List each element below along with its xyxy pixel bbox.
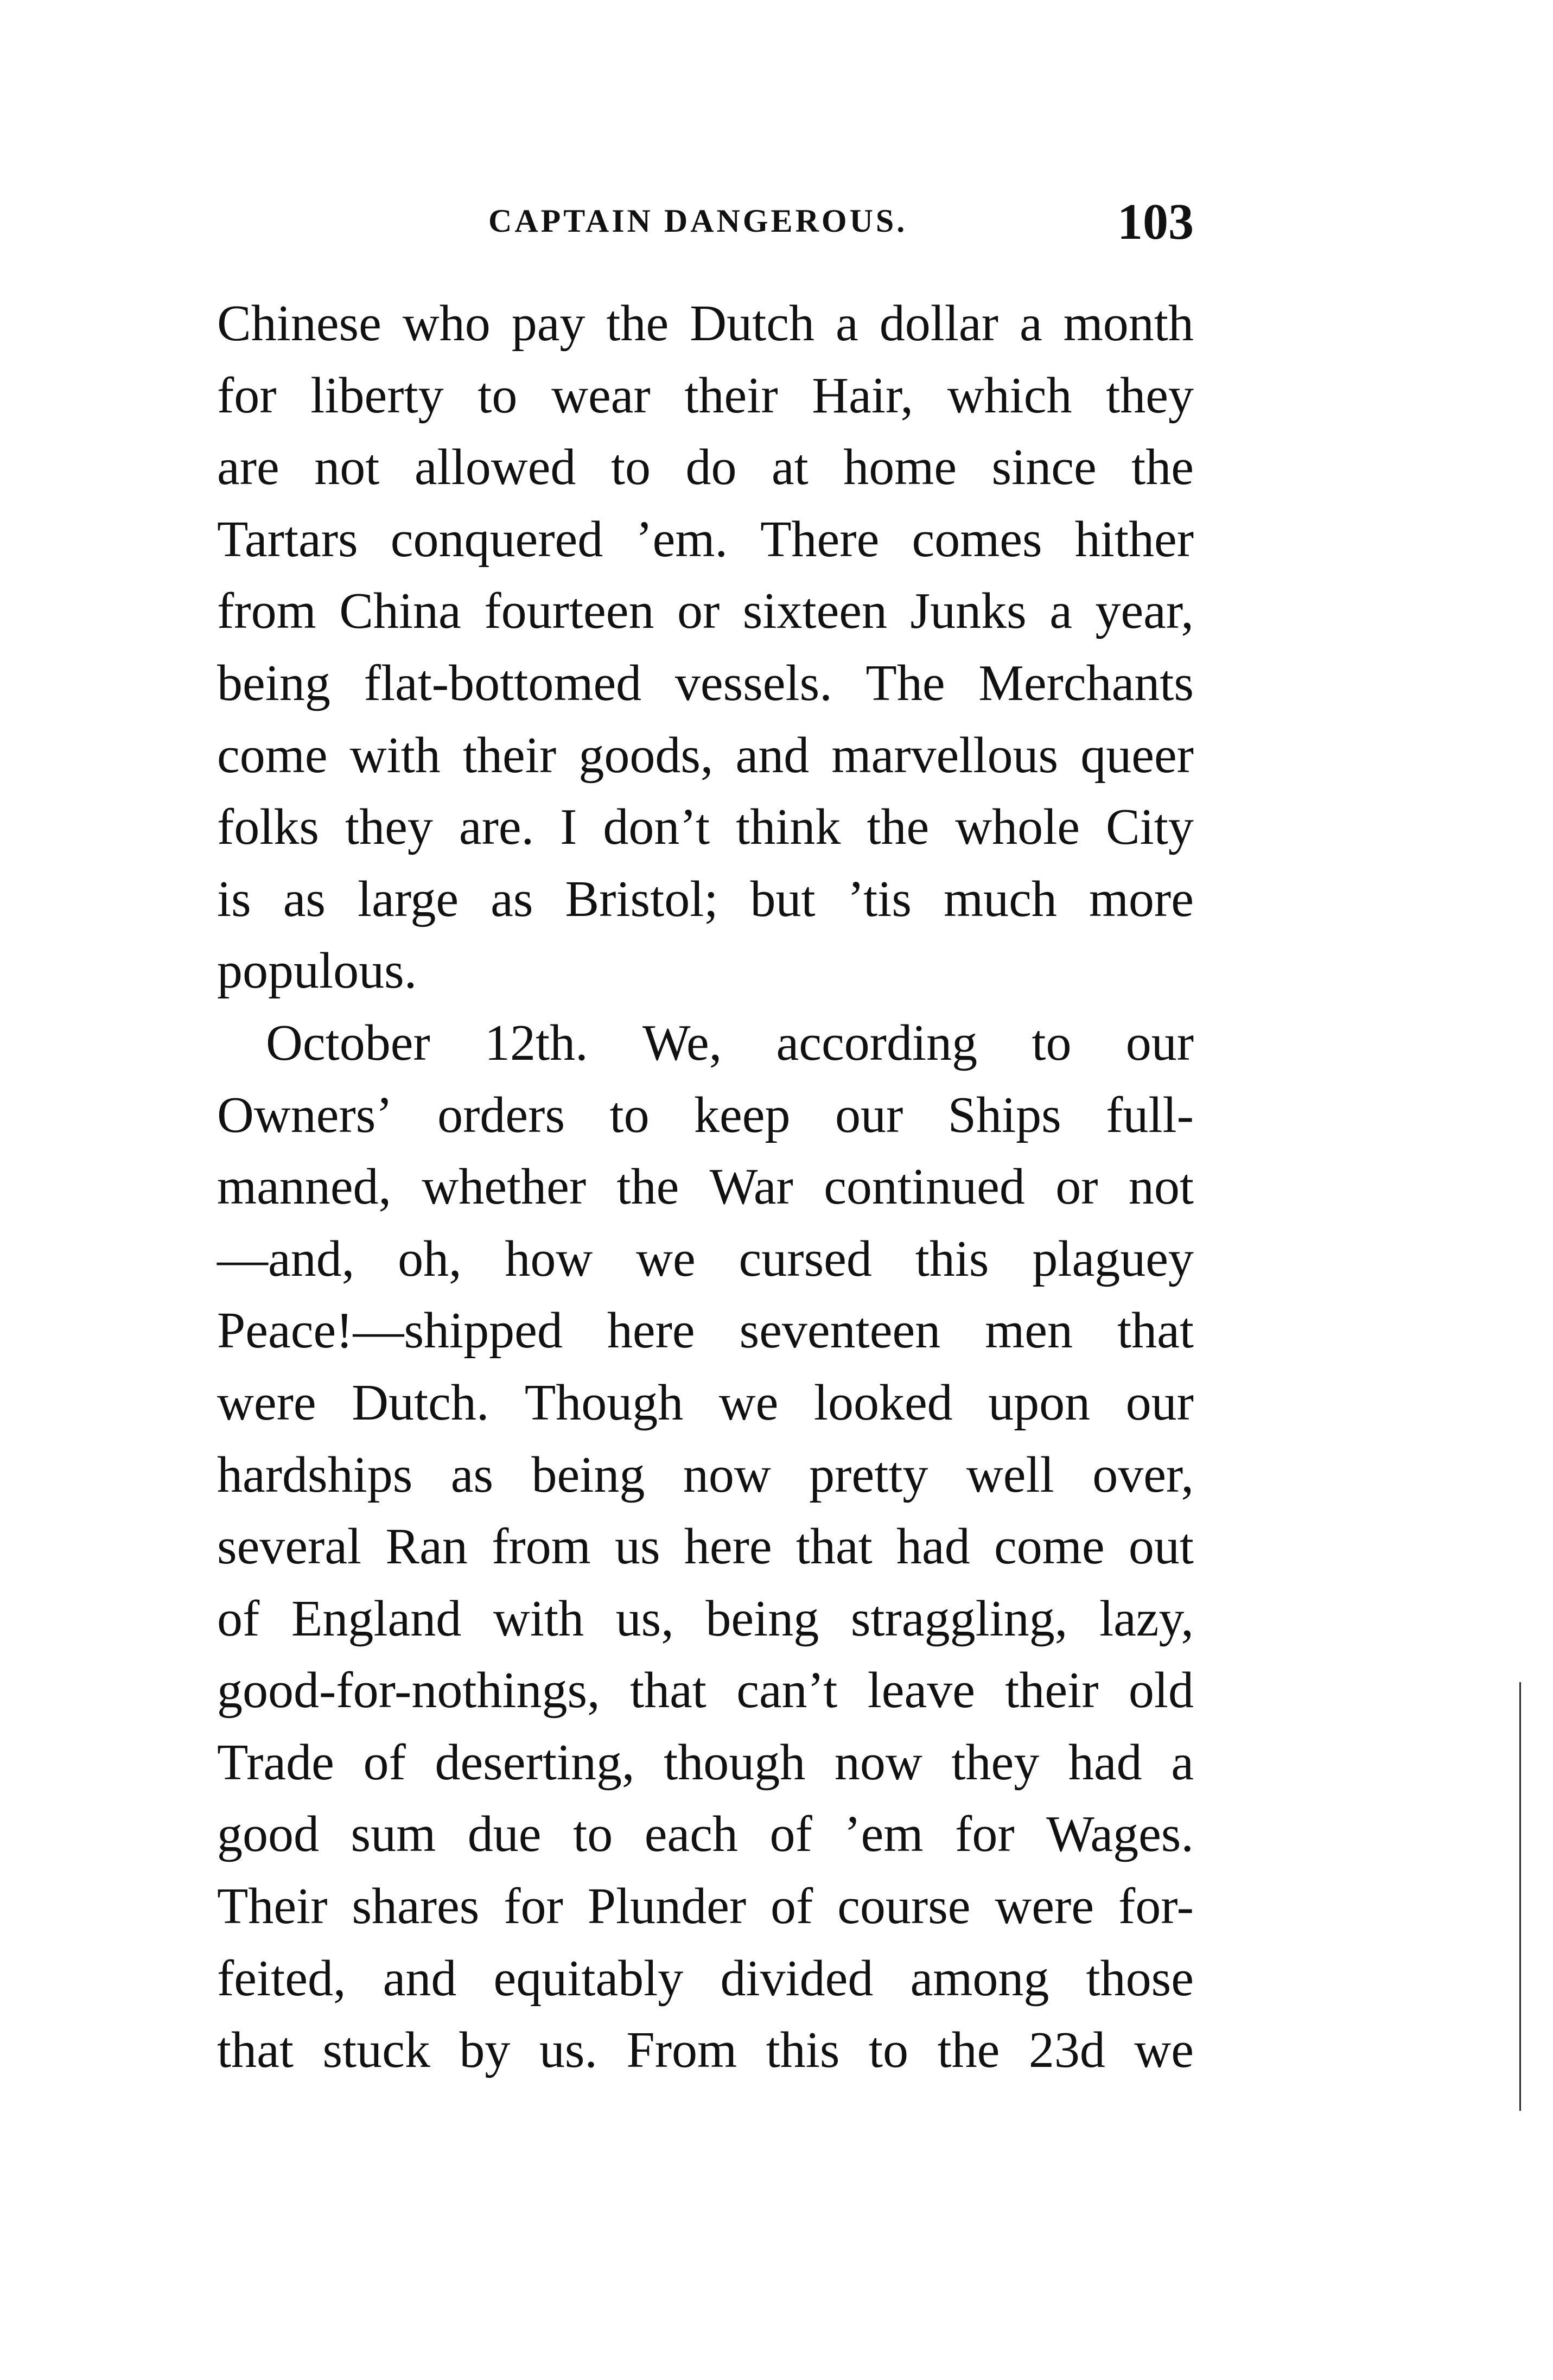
word: well	[966, 1446, 1054, 1503]
word: that	[795, 1518, 873, 1575]
word: the	[1131, 439, 1194, 496]
word: is	[217, 870, 251, 927]
word: their	[462, 727, 557, 784]
word: China	[339, 583, 461, 640]
word: the	[606, 295, 669, 352]
word: that	[1117, 1302, 1194, 1359]
word: Wages.	[1046, 1806, 1194, 1863]
text-line	[217, 360, 1194, 432]
word: feited,	[217, 1950, 346, 2007]
word: do	[685, 439, 737, 496]
scan-edge-line	[1519, 1682, 1521, 2111]
running-head	[217, 193, 1194, 258]
text-line	[217, 1727, 1194, 1799]
word: leave	[867, 1662, 975, 1719]
word: Dutch	[690, 295, 814, 352]
word: shares	[352, 1878, 480, 1935]
word: the	[937, 2022, 1000, 2079]
word: I	[560, 799, 577, 856]
word: of	[217, 1590, 260, 1647]
word: their	[1005, 1662, 1099, 1719]
text-line	[217, 1870, 1194, 1943]
word: for-	[1118, 1878, 1194, 1935]
word: now	[683, 1446, 771, 1503]
word: Tartars	[217, 511, 358, 568]
word: are.	[459, 799, 534, 856]
word: think	[736, 799, 841, 856]
word: we	[636, 1230, 696, 1287]
word: us,	[615, 1590, 674, 1647]
word: full-	[1106, 1086, 1194, 1143]
text-line	[217, 1223, 1194, 1295]
word: had	[896, 1518, 970, 1575]
word: come	[217, 727, 328, 784]
word: were	[217, 1374, 316, 1431]
word: can’t	[736, 1662, 838, 1719]
word: being	[705, 1590, 819, 1647]
word: lazy,	[1099, 1590, 1194, 1647]
word: over,	[1092, 1446, 1194, 1503]
word: upon	[988, 1374, 1091, 1431]
word: for	[955, 1806, 1015, 1863]
word: they	[951, 1734, 1040, 1791]
word: a	[835, 295, 858, 352]
word: fourteen	[484, 583, 654, 640]
word: folks	[217, 799, 319, 856]
word: seventeen	[739, 1302, 941, 1359]
word: us.	[539, 2022, 597, 2079]
word: Hair,	[812, 367, 914, 424]
word: much	[943, 870, 1057, 927]
word: Chinese	[217, 295, 381, 352]
text-line	[217, 1798, 1194, 1870]
word: among	[910, 1950, 1049, 2007]
word: allowed	[414, 439, 576, 496]
word: England	[291, 1590, 462, 1647]
word: being	[217, 654, 330, 711]
word: us	[615, 1518, 660, 1575]
word: several	[217, 1518, 362, 1575]
word: Though	[524, 1374, 684, 1431]
word: City	[1105, 799, 1194, 856]
word: our	[1125, 1374, 1194, 1431]
word: but	[750, 870, 816, 927]
word: a	[1049, 583, 1072, 640]
word: dollar	[879, 295, 998, 352]
text-line	[217, 1007, 1194, 1079]
word: Junks	[910, 583, 1027, 640]
word: to	[478, 367, 518, 424]
word: at	[771, 439, 809, 496]
word: manned,	[217, 1159, 392, 1216]
word: sum	[351, 1806, 436, 1863]
word: don’t	[603, 799, 710, 856]
word: ’em.	[635, 511, 728, 568]
word: that	[217, 2022, 294, 2079]
word: Peace!—shipped	[217, 1302, 563, 1359]
word: were	[995, 1878, 1094, 1935]
word: for	[217, 367, 277, 424]
word: Plunder	[587, 1878, 747, 1935]
word: pay	[511, 295, 585, 352]
text-line	[217, 935, 1194, 1007]
word: due	[467, 1806, 542, 1863]
word: of	[363, 1734, 406, 1791]
word: good	[217, 1806, 319, 1863]
word: of	[771, 1878, 813, 1935]
word: for	[504, 1878, 563, 1935]
word: or	[677, 583, 720, 640]
word: they	[1106, 367, 1194, 424]
word: divided	[720, 1950, 874, 2007]
word: hardships	[217, 1446, 413, 1503]
word: each	[644, 1806, 738, 1863]
word: year,	[1095, 583, 1194, 640]
word: Merchants	[978, 654, 1194, 711]
text-line	[217, 791, 1194, 863]
word: our	[835, 1086, 903, 1143]
word: liberty	[310, 367, 444, 424]
word: to	[610, 439, 651, 496]
word: War	[709, 1159, 793, 1216]
word: not	[314, 439, 380, 496]
word: out	[1128, 1518, 1194, 1575]
word: they	[345, 799, 433, 856]
word: flat-bottomed	[364, 654, 642, 711]
word: deserting,	[435, 1734, 635, 1791]
word: 12th.	[484, 1014, 588, 1071]
text-line	[217, 1583, 1194, 1655]
word: Their	[217, 1878, 328, 1935]
word: From	[626, 2022, 737, 2079]
word: stuck	[322, 2022, 430, 2079]
word: and	[383, 1950, 457, 2007]
word: populous.	[217, 943, 417, 1000]
word: continued	[824, 1159, 1025, 1216]
word: here	[607, 1302, 695, 1359]
word: with	[493, 1590, 584, 1647]
text-line	[217, 1439, 1194, 1511]
word: good-for-nothings,	[217, 1662, 600, 1719]
word: old	[1128, 1662, 1194, 1719]
word: to	[868, 2022, 909, 2079]
text-line	[217, 1151, 1194, 1223]
word: our	[1125, 1014, 1194, 1071]
word: cursed	[739, 1230, 872, 1287]
word: to	[573, 1806, 613, 1863]
word: to	[609, 1086, 650, 1143]
word: more	[1089, 870, 1194, 927]
word: large	[357, 870, 459, 927]
text-line	[217, 1654, 1194, 1727]
text-line	[217, 720, 1194, 792]
text-line	[217, 1295, 1194, 1367]
text-line	[217, 1943, 1194, 2015]
word: by	[459, 2022, 511, 2079]
word: —and,	[217, 1230, 355, 1287]
word: which	[947, 367, 1072, 424]
word: month	[1063, 295, 1194, 352]
word: here	[684, 1518, 772, 1575]
word: pretty	[809, 1446, 928, 1503]
running-title: CAPTAIN DANGEROUS.	[488, 203, 908, 239]
word: ’tis	[847, 870, 912, 927]
word: vessels.	[674, 654, 832, 711]
text-line	[217, 1079, 1194, 1151]
word: goods,	[578, 727, 714, 784]
word: from	[217, 583, 316, 640]
word: not	[1128, 1159, 1194, 1216]
word: from	[492, 1518, 591, 1575]
word: being	[531, 1446, 645, 1503]
word: Bristol;	[565, 870, 718, 927]
word: come	[994, 1518, 1105, 1575]
word: with	[349, 727, 441, 784]
word: whole	[955, 799, 1080, 856]
word: a	[1171, 1734, 1194, 1791]
word: the	[867, 799, 930, 856]
word: those	[1086, 1950, 1194, 2007]
word: plaguey	[1032, 1230, 1194, 1287]
word: Trade	[217, 1734, 334, 1791]
word: Ran	[385, 1518, 468, 1575]
word: of	[769, 1806, 812, 1863]
word: men	[985, 1302, 1073, 1359]
word: home	[843, 439, 957, 496]
word: whether	[422, 1159, 587, 1216]
word: We,	[642, 1014, 722, 1071]
body-text	[217, 288, 1194, 2086]
word: as	[450, 1446, 494, 1503]
word: wear	[551, 367, 651, 424]
word: according	[776, 1014, 978, 1071]
word: oh,	[398, 1230, 462, 1287]
text-line	[217, 431, 1194, 504]
text-line	[217, 288, 1194, 360]
word: There	[760, 511, 880, 568]
word: straggling,	[850, 1590, 1068, 1647]
word: conquered	[390, 511, 603, 568]
word: ’em	[844, 1806, 924, 1863]
word: who	[402, 295, 491, 352]
word: now	[834, 1734, 922, 1791]
word: course	[837, 1878, 971, 1935]
word: comes	[912, 511, 1042, 568]
word: are	[217, 439, 279, 496]
word: had	[1068, 1734, 1142, 1791]
word: keep	[694, 1086, 791, 1143]
word: how	[505, 1230, 593, 1287]
word: Ships	[947, 1086, 1061, 1143]
word: their	[684, 367, 778, 424]
page-number: 103	[1117, 194, 1194, 250]
text-line	[217, 863, 1194, 936]
word: sixteen	[742, 583, 888, 640]
word: marvellous	[831, 727, 1059, 784]
word: October	[266, 1014, 430, 1071]
word: we	[718, 1374, 779, 1431]
word: that	[629, 1662, 707, 1719]
word: Dutch.	[352, 1374, 489, 1431]
word: queer	[1080, 727, 1194, 784]
word: as	[283, 870, 326, 927]
word: looked	[813, 1374, 953, 1431]
word: this	[915, 1230, 989, 1287]
word: 23d	[1028, 2022, 1105, 2079]
word: to	[1032, 1014, 1072, 1071]
word: though	[664, 1734, 806, 1791]
word: the	[616, 1159, 679, 1216]
word: a	[1019, 295, 1042, 352]
word: as	[491, 870, 533, 927]
word: and	[735, 727, 810, 784]
word: Owners’	[217, 1086, 393, 1143]
word: hither	[1074, 511, 1194, 568]
text-line	[217, 504, 1194, 576]
text-line	[217, 1367, 1194, 1439]
word: this	[766, 2022, 840, 2079]
word: orders	[437, 1086, 565, 1143]
word: or	[1055, 1159, 1098, 1216]
word: equitably	[493, 1950, 684, 2007]
text-line	[217, 575, 1194, 647]
text-line	[217, 647, 1194, 720]
word: since	[991, 439, 1097, 496]
word: The	[865, 654, 945, 711]
text-line	[217, 2014, 1194, 2086]
word: we	[1134, 2022, 1194, 2079]
text-line	[217, 1511, 1194, 1583]
